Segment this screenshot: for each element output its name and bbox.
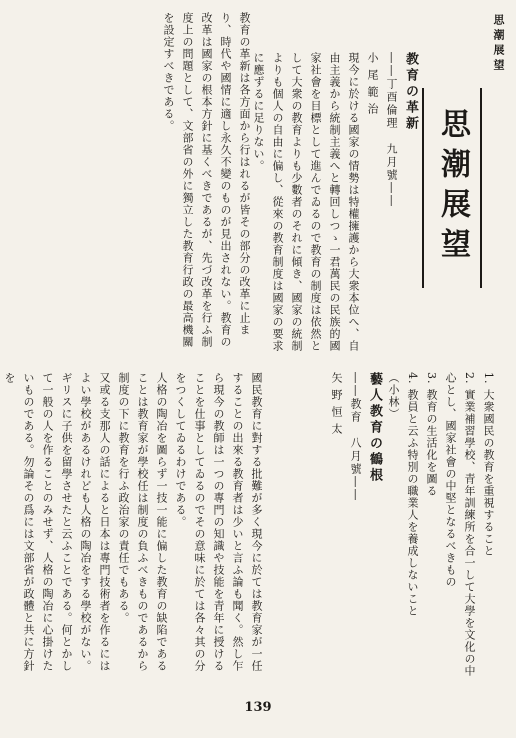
article2-heading: 藝人教育の鶴根: [367, 372, 382, 484]
article1-author: 小尾範治: [366, 52, 379, 120]
article2-body-column: [3, 372, 266, 682]
article2-closing: 又或る支那人の話によると日本は專門技術者を作るにはよい學校があるけれども人格の陶冶をする學校がない。ギリスに子供を留學させたと云ふことである。何とかして一般の人を作ることのみせず、人格の陶冶に心掛けたいものである。勿論その爲には文部省が政體と共に方針を: [3, 372, 111, 672]
article1-point: 2. 實業補習學校、青年訓練所を合一して大學を文化の中心とし、國家社會の中堅となるべきもの: [444, 372, 476, 677]
article1-paragraph: 教育の革新は各方面から行はれるが皆その部分の改革に止まり、時代や國情に適し永久不變のものが見出されない。教育の改革は國家の根本方針に基くべきであるが、先づ改革を行ふ制度上の問題として、文部省の外に獨立した教育行政の最高機關を設定すべきである。: [162, 12, 251, 348]
article2-paragraph: 人格の陶冶を圖らず一技一能に偏した教育の缺陷であることは教育家が學校任は制度の負ふべきものであるから制度の下に教育を行ふ政治家の責任でもある。: [117, 372, 168, 672]
article1-points-column: [272, 372, 498, 682]
article1-signoff: （小林）: [387, 372, 400, 420]
article1-heading: 教育の革新: [403, 52, 418, 132]
page-number: 139: [244, 700, 272, 715]
article2-paragraph: 國民教育に對する批難が多く現今に於ては教育家が一任することの出來る教育者は少いと言ふ論も聞く。然し乍ら現今の教師は一つの專門の知識や技能を青年に授けることを仕事としてゐるのでその意味に於ては各々其の分をつくしてゐるわけである。: [174, 372, 263, 672]
article1-body-column: [18, 12, 254, 354]
section-title: 思潮展望: [435, 108, 470, 268]
article2-author: 矢野恒太: [330, 372, 343, 440]
article1-point: 3. 教育の生活化を圖る: [425, 372, 438, 497]
article1-header-column: [252, 52, 420, 354]
article1-point: 4. 教員と云ふ特別の職業人を養成しないこと: [406, 372, 419, 617]
article2-source: ――教育 八月號――: [349, 372, 362, 502]
article1-source: ――丁酉倫理 九月號――: [385, 52, 398, 208]
running-head: 思潮展望: [492, 14, 505, 74]
article1-paragraph: 現今に於ける國家の情勢は特權擁護から大衆本位へ、自由主義から統制主義へと轉回しつゝ一君萬民の民族的國家社會を目標として進んでゐるので教育の制度は依然として大衆の教育よりも少數者のそれに傾き、國家の統制よりも個人の自由に偏し、從來の教育制度は國家の要求に應ずるに足りない。: [252, 52, 360, 352]
article1-point: 1. 大衆國民の教育を重視すること: [482, 372, 495, 557]
section-title-box: [422, 88, 482, 288]
